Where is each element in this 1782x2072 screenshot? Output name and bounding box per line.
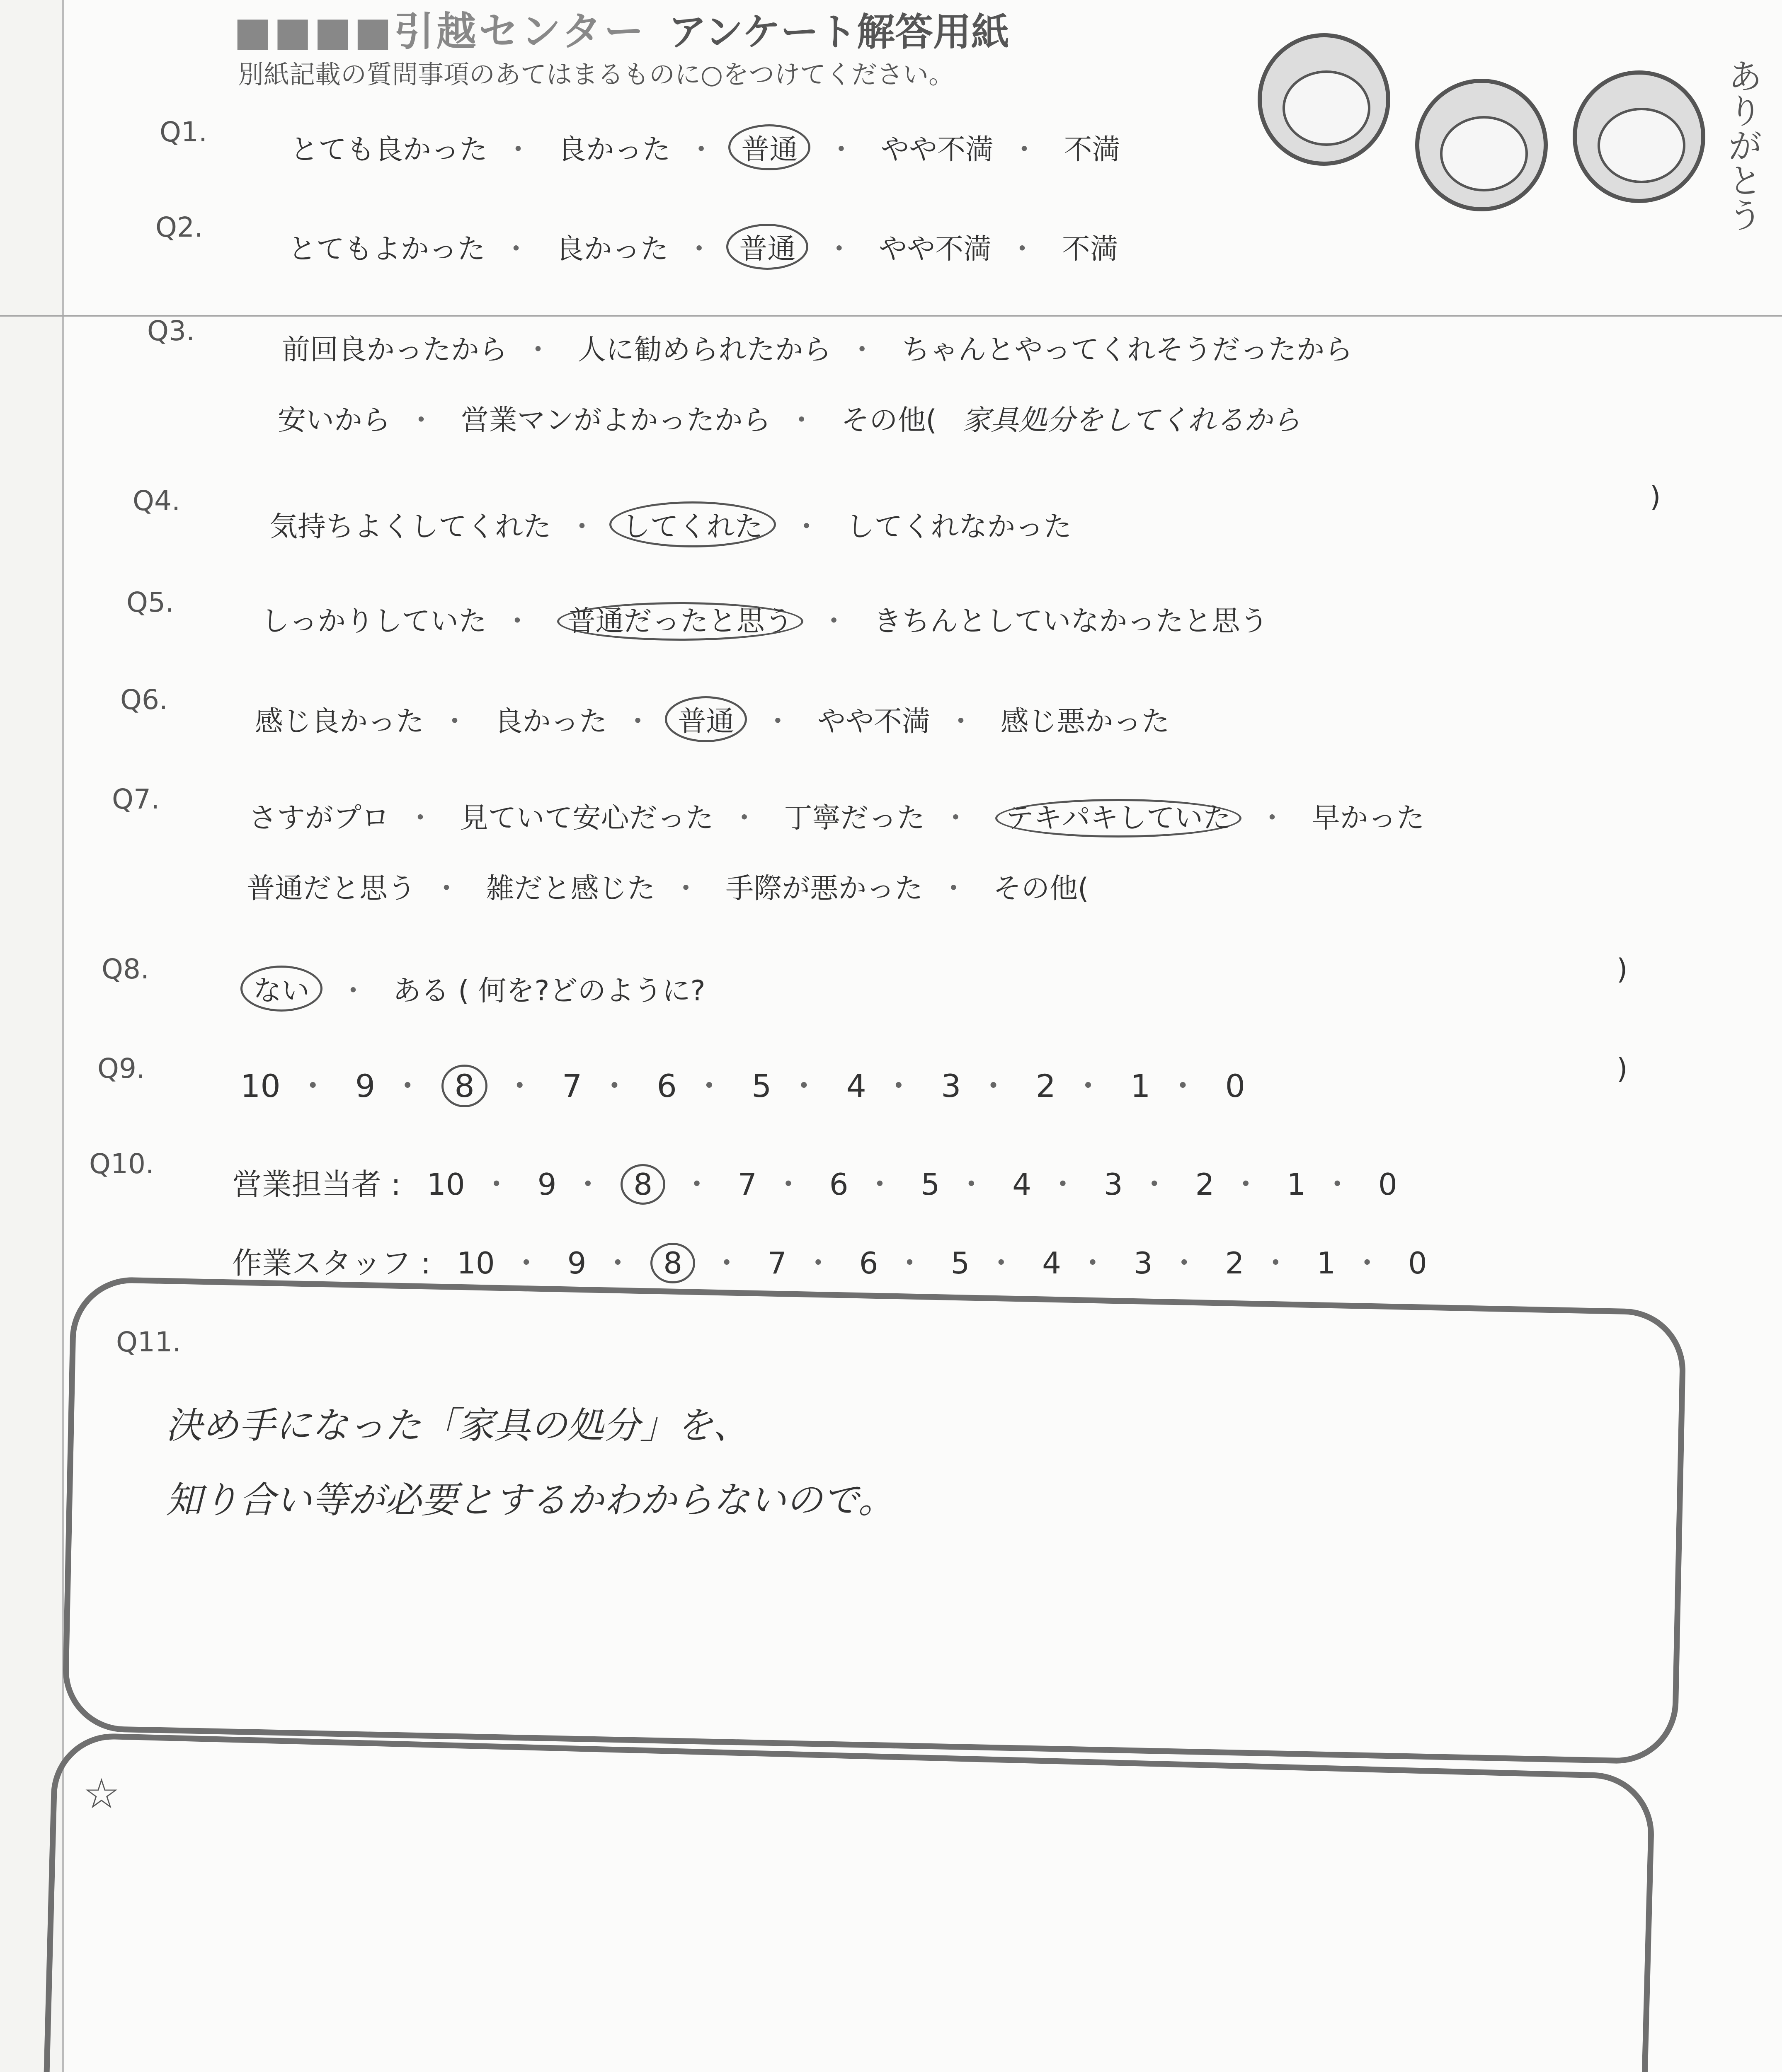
q10-score[interactable]: 5 xyxy=(950,1246,970,1280)
q4-label: Q4. xyxy=(133,485,180,517)
q1-options: とても良かった ・ 良かった ・ 普通 ・ やや不満 ・ 不満 xyxy=(290,124,1137,170)
q10-score[interactable]: 3 xyxy=(1133,1246,1153,1280)
q7-option-other[interactable]: その他( xyxy=(993,872,1089,905)
q4-options: 気持ちよくしてくれた ・ してくれた ・ してくれなかった xyxy=(269,501,1088,547)
q9-score[interactable]: 4 xyxy=(846,1067,866,1104)
q3-option-other[interactable]: その他( xyxy=(841,404,937,437)
q4-option[interactable]: してくれなかった xyxy=(846,511,1072,543)
q3-option[interactable]: 営業マンがよかったから xyxy=(461,404,771,437)
company-name: ■■■■引越センター xyxy=(234,8,646,55)
q10-staff-scale: 作業スタッフ : 10 ・ 9 ・ 8 ・ 7 ・ 6 ・ 5 ・ 4 ・ 3 ・ 2 ・ 1 ・ 0 xyxy=(232,1239,1444,1283)
q1-option[interactable]: 良かった xyxy=(558,133,671,166)
q5-option[interactable]: しっかりしていた xyxy=(261,605,487,638)
q11-label: Q11. xyxy=(116,1326,181,1358)
q1-option[interactable]: やや不満 xyxy=(880,133,994,166)
q10-sales-scale: 営業担当者 : 10 ・ 9 ・ 8 ・ 7 ・ 6 ・ 5 ・ 4 ・ 3 ・ 2 ・ 1 ・ 0 xyxy=(232,1160,1414,1205)
star-comment-box[interactable] xyxy=(39,1732,1656,2072)
q2-option-selected[interactable]: 普通 xyxy=(726,224,808,270)
q7-option[interactable]: 見ていて安心だった xyxy=(460,802,714,835)
q9-score[interactable]: 1 xyxy=(1130,1067,1151,1104)
q3-close-paren: ) xyxy=(1650,481,1661,513)
q6-label: Q6. xyxy=(120,684,168,716)
q1-option-selected[interactable]: 普通 xyxy=(728,124,810,170)
q9-score[interactable]: 9 xyxy=(355,1067,376,1104)
q7-option[interactable]: 丁寧だった xyxy=(784,802,925,835)
q10-score[interactable]: 0 xyxy=(1408,1246,1427,1280)
q5-label: Q5. xyxy=(126,586,174,618)
q7-option[interactable]: さすがプロ xyxy=(249,802,390,835)
q8-option[interactable]: ある ( 何を?どのように? xyxy=(393,975,706,1007)
q2-label: Q2. xyxy=(155,211,203,243)
q7-label: Q7. xyxy=(112,783,160,815)
q9-score[interactable]: 2 xyxy=(1035,1067,1056,1104)
form-title xyxy=(234,0,1009,58)
q2-option[interactable]: とてもよかった xyxy=(288,233,486,266)
q3-other-handwritten: 家具処分をしてくれるから xyxy=(962,404,1301,437)
q2-options: とてもよかった ・ 良かった ・ 普通 ・ やや不満 ・ 不満 xyxy=(288,224,1135,270)
q10-score[interactable]: 9 xyxy=(537,1167,557,1202)
q10-score[interactable]: 4 xyxy=(1012,1167,1031,1202)
star-icon: ☆ xyxy=(83,1769,120,1818)
monkey-laughing-icon xyxy=(1258,33,1390,166)
q9-score-selected[interactable]: 8 xyxy=(441,1065,487,1107)
q9-label: Q9. xyxy=(97,1053,145,1084)
q10-label: Q10. xyxy=(89,1148,154,1180)
q1-option[interactable]: 不満 xyxy=(1064,133,1120,166)
q6-option[interactable]: やや不満 xyxy=(817,705,930,738)
q6-option[interactable]: 感じ良かった xyxy=(255,705,424,738)
q9-score[interactable]: 10 xyxy=(240,1067,281,1104)
q9-score[interactable]: 3 xyxy=(941,1067,961,1104)
q9-score[interactable]: 7 xyxy=(562,1067,582,1104)
q10-score[interactable]: 2 xyxy=(1195,1167,1215,1202)
q4-option-selected[interactable]: してくれた xyxy=(609,501,776,547)
q5-option[interactable]: きちんとしていなかったと思う xyxy=(873,605,1268,638)
q4-option[interactable]: 気持ちよくしてくれた xyxy=(269,511,552,543)
q10-score[interactable]: 7 xyxy=(768,1246,787,1280)
q10-score[interactable]: 7 xyxy=(738,1167,757,1202)
q7-option[interactable]: 手際が悪かった xyxy=(725,872,923,905)
q10-score[interactable]: 3 xyxy=(1103,1167,1123,1202)
q9-score[interactable]: 6 xyxy=(657,1067,677,1104)
q7-close-paren: ) xyxy=(1617,953,1628,986)
q9-score[interactable]: 0 xyxy=(1225,1067,1246,1104)
mascot-illustration xyxy=(1249,17,1782,249)
q1-option[interactable]: とても良かった xyxy=(290,133,488,166)
form-name: アンケート解答用紙 xyxy=(668,10,1009,54)
q3-options-line1: 前回良かったから ・ 人に勧められたから ・ ちゃんとやってくれそうだったから xyxy=(282,334,1353,366)
q8-close-paren: ) xyxy=(1617,1053,1628,1085)
q2-option[interactable]: 良かった xyxy=(555,233,669,266)
q3-option[interactable]: 人に勧められたから xyxy=(577,334,832,366)
q7-option[interactable]: 普通だと思う xyxy=(247,872,416,905)
q6-option[interactable]: 感じ悪かった xyxy=(1000,705,1170,738)
q9-scale: 10 ・ 9 ・ 8 ・ 7 ・ 6 ・ 5 ・ 4 ・ 3 ・ 2 ・ 1 ・ 0 xyxy=(240,1061,1262,1107)
q10-score[interactable]: 6 xyxy=(859,1246,878,1280)
q10-score[interactable]: 10 xyxy=(457,1246,495,1280)
instruction-text: 別紙記載の質問事項のあてはまるものに○をつけてください。 xyxy=(238,59,955,90)
q10-sales-score-selected[interactable]: 8 xyxy=(621,1164,665,1205)
q10-score[interactable]: 0 xyxy=(1378,1167,1397,1202)
q10-score[interactable]: 1 xyxy=(1316,1246,1336,1280)
q3-option[interactable]: 安いから xyxy=(278,404,391,437)
q7-options-line2: 普通だと思う ・ 雑だと感じた ・ 手際が悪かった ・ その他( xyxy=(247,872,1089,905)
mascot-caption: ありがとう xyxy=(1722,58,1763,232)
q3-label: Q3. xyxy=(147,315,195,347)
q10-staff-score-selected[interactable]: 8 xyxy=(650,1243,695,1283)
q10-score[interactable]: 9 xyxy=(567,1246,587,1280)
monkey-blushing-icon xyxy=(1415,79,1548,211)
q7-option-selected[interactable]: テキパキしていた xyxy=(995,799,1241,838)
q3-options-line2: 安いから ・ 営業マンがよかったから ・ その他( 家具処分をしてくれるから xyxy=(278,404,1301,437)
fold-line xyxy=(0,315,1782,317)
q2-option[interactable]: やや不満 xyxy=(878,233,992,266)
q10-score[interactable]: 2 xyxy=(1225,1246,1244,1280)
q7-option[interactable]: 早かった xyxy=(1312,802,1425,835)
q7-option[interactable]: 雑だと感じた xyxy=(486,872,655,905)
q3-option[interactable]: 前回良かったから xyxy=(282,334,508,366)
q8-option-selected[interactable]: ない xyxy=(240,966,322,1012)
q5-option-selected[interactable]: 普通だったと思う xyxy=(557,602,803,641)
q11-comment-line2: 知り合い等が必要とするかわからないので。 xyxy=(166,1479,895,1521)
q6-option[interactable]: 良かった xyxy=(494,705,607,738)
monkey-smiling-icon xyxy=(1573,70,1705,203)
q8-options: ない ・ ある ( 何を?どのように? xyxy=(240,966,722,1012)
q6-options: 感じ良かった ・ 良かった ・ 普通 ・ やや不満 ・ 感じ悪かった xyxy=(255,696,1186,742)
q10-score[interactable]: 6 xyxy=(829,1167,849,1202)
q10-staff-label: 作業スタッフ : xyxy=(232,1246,431,1280)
q10-sales-label: 営業担当者 : xyxy=(232,1167,401,1202)
q1-label: Q1. xyxy=(160,116,207,148)
q5-options: しっかりしていた ・ 普通だったと思う ・ きちんとしていなかったと思う xyxy=(261,599,1285,639)
q10-score[interactable]: 4 xyxy=(1042,1246,1061,1280)
q9-score[interactable]: 5 xyxy=(752,1067,772,1104)
q10-score[interactable]: 10 xyxy=(427,1167,465,1202)
q10-score[interactable]: 1 xyxy=(1287,1167,1306,1202)
q6-option-selected[interactable]: 普通 xyxy=(665,696,747,742)
q10-score[interactable]: 5 xyxy=(921,1167,940,1202)
q3-option[interactable]: ちゃんとやってくれそうだったから xyxy=(902,334,1353,366)
q2-option[interactable]: 不満 xyxy=(1062,233,1118,266)
q11-comment-line1: 決め手になった「家具の処分」を、 xyxy=(166,1404,750,1447)
q8-label: Q8. xyxy=(102,953,149,985)
q7-options-line1: さすがプロ ・ 見ていて安心だった ・ 丁寧だった ・ テキパキしていた ・ 早かった xyxy=(249,796,1441,836)
